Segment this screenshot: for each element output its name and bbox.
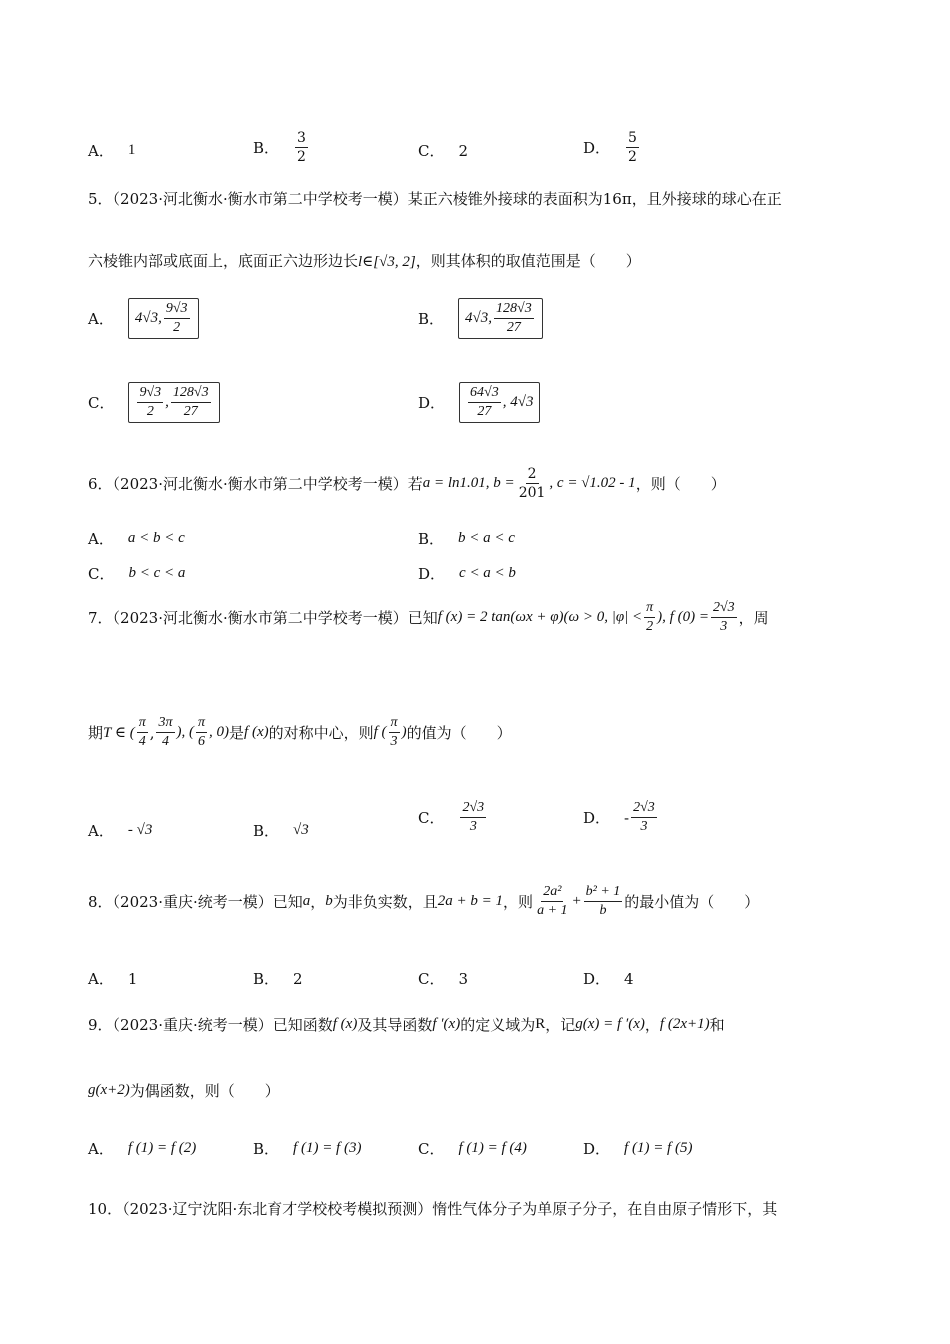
q5-option-d: D． $\frac{64√3}{27}$ , 4√3 — [418, 382, 540, 423]
q6-stem: 6．（2023·河北衡水·衡水市第二中学校考一模）若 a = ln1.01, b = $\frac{2}{201}$ , c = √1.02 - 1 ，则（ ） — [88, 466, 726, 501]
q4-option-b: B． $\frac{3}{2}$ — [253, 130, 306, 165]
q7-options — [88, 800, 868, 844]
fraction: $\frac{3}{2}$ — [297, 130, 306, 165]
q4-options — [88, 130, 868, 170]
q5-option-a: A． 4√3, $\frac{9√3}{2}$ — [88, 298, 199, 339]
q9-option-a: A． f (1) = f (2) — [88, 1140, 197, 1158]
q7-option-a: A． - √3 — [88, 822, 153, 840]
q4-option-a: A． 1 — [88, 142, 136, 160]
q7-stem-line1: 7．（2023·河北衡水·衡水市第二中学校考一模）已知 f (x) = 2 tan(ωx + φ)(ω > 0, |φ| < $\frac{\pi}{2}$ ), f (0) = $\frac{2√3}{3}$ ，周 — [88, 600, 769, 634]
q9-stem-line1: 9．（2023·重庆·统考一模）已知函数 f (x) 及其导函数 f ′(x) 的定义域为 R ，记 g(x) = f ′(x) ， f (2x+1) 和 — [88, 1016, 725, 1034]
q5-option-b: B． 4√3, $\frac{128√3}{27}$ — [418, 298, 543, 339]
q5-options-row1 — [88, 298, 868, 348]
q5-option-c: C． $\frac{9√3}{2}$ , $\frac{128√3}{27}$ — [88, 382, 220, 423]
q6-option-b: B． b < a < c — [418, 530, 515, 548]
q6-options-row2 — [88, 563, 868, 587]
q6-options-row1 — [88, 528, 868, 552]
q4-option-d: D． $\frac{5}{2}$ — [583, 130, 637, 165]
q8-options — [88, 968, 868, 992]
q9-options — [88, 1138, 868, 1168]
q8-option-c: C． 3 — [418, 969, 469, 988]
q7-option-c: C． $\frac{2√3}{3}$ — [418, 800, 485, 834]
q5-stem-line2: 六棱锥内部或底面上，底面正六边形边长l∈[√3, 2]，则其体积的取值范围是（ ） — [88, 252, 641, 270]
fraction: $\frac{5}{2}$ — [628, 130, 637, 165]
q6-option-d: D． c < a < b — [418, 565, 516, 583]
q8-option-b: B． 2 — [253, 969, 303, 988]
q8-option-d: D． 4 — [583, 969, 634, 988]
q7-option-d: D． - $\frac{2√3}{3}$ — [583, 800, 655, 834]
q8-option-a: A． 1 — [88, 969, 138, 988]
q9-option-c: C． f (1) = f (4) — [418, 1140, 527, 1158]
q7-option-b: B． √3 — [253, 822, 309, 840]
q7-stem-line2: 期 T ∈ ( $\frac{\pi}{4}$ , $\frac{3\pi}{4}$ ), ( $\frac{\pi}{6}$ , 0) 是 f (x) 的对称中心，则 f ( $\frac{\pi}{3}$ ) 的值为（ ） — [88, 715, 512, 749]
q8-stem: 8．（2023·重庆·统考一模）已知 a ， b 为非负实数，且 2a + b = 1 ，则 $\frac{\text{2a²}}{a + 1}$ + $\frac{\text{b² + 1}}{b}$ 的最小值为（ ） — [88, 884, 760, 918]
q9-stem-line2: g(x+2) 为偶函数，则（ ） — [88, 1082, 280, 1100]
q5-options-row2 — [88, 382, 868, 432]
q4-option-c: C． 2 — [418, 141, 469, 160]
q6-option-c: C． b < c < a — [88, 565, 186, 583]
q5-stem-line1: 5．（2023·河北衡水·衡水市第二中学校考一模）某正六棱锥外接球的表面积为16π，且外接球的球心在正 — [88, 190, 782, 208]
q6-option-a: A． a < b < c — [88, 530, 185, 548]
q10-stem-line1: 10．（2023·辽宁沈阳·东北育才学校校考模拟预测）惰性气体分子为单原子分子，在自由原子情形下，其 — [88, 1200, 778, 1218]
q9-option-d: D． f (1) = f (5) — [583, 1140, 693, 1158]
q9-option-b: B． f (1) = f (3) — [253, 1140, 362, 1158]
